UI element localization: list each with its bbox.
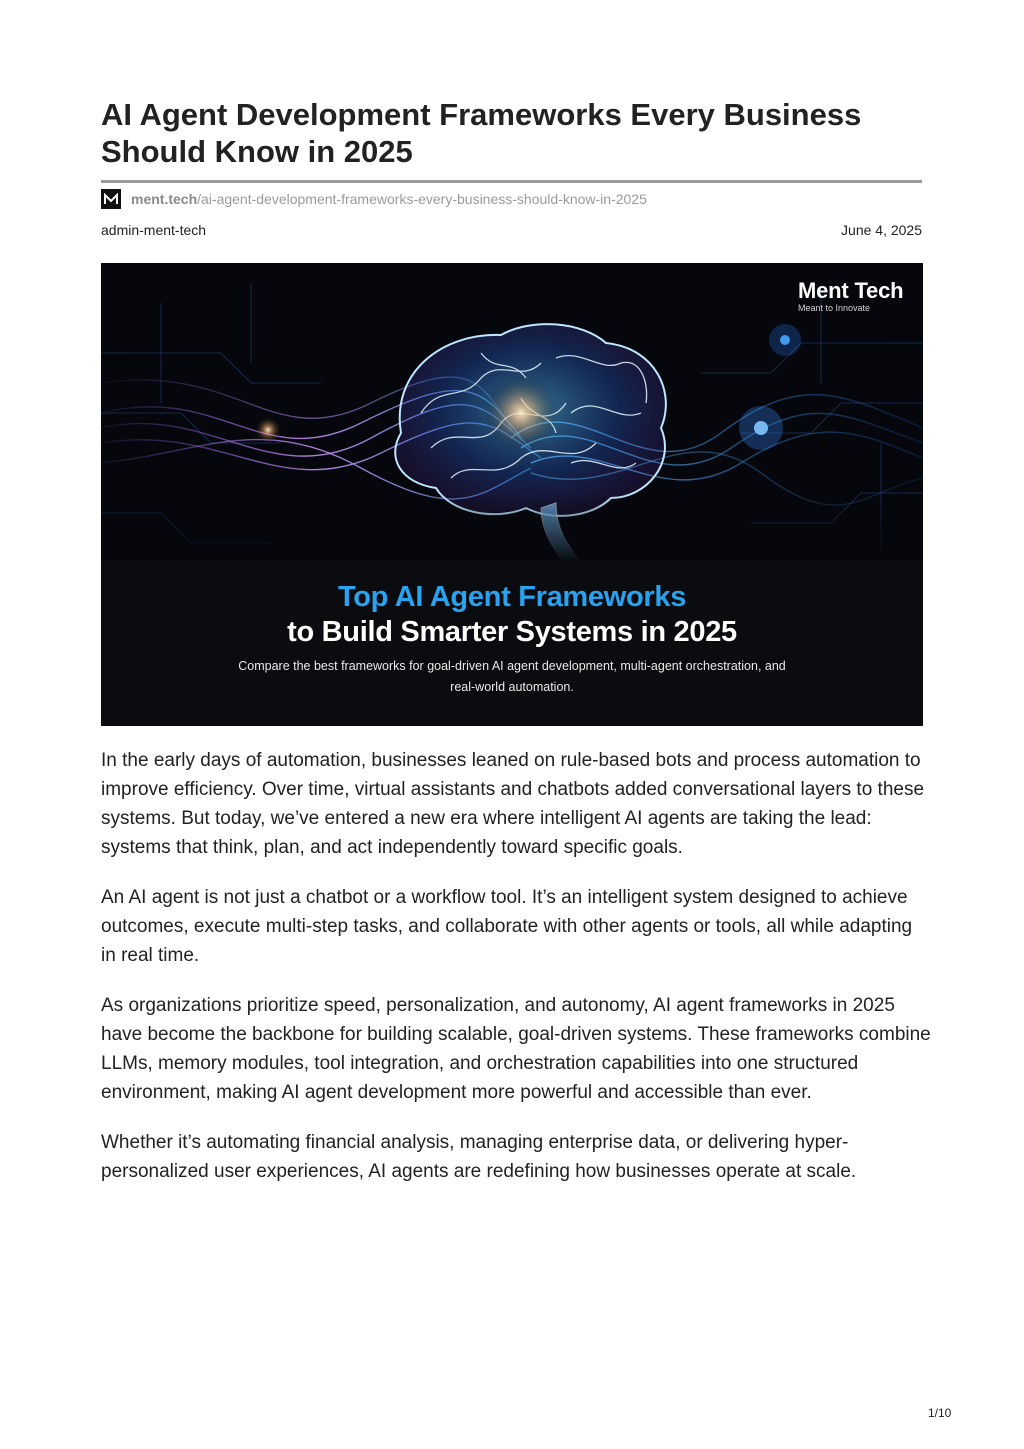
article-title: AI Agent Development Frameworks Every Business Should Know in 2025 bbox=[101, 97, 862, 169]
source-url[interactable] bbox=[101, 188, 647, 210]
hero-caption bbox=[101, 560, 923, 726]
article-meta bbox=[101, 222, 922, 238]
hero-headline-line1: Top AI Agent Frameworks bbox=[337, 581, 687, 613]
paragraph: As organizations prioritize speed, personalization, and autonomy, AI agent frameworks in 2025 have become the backbone for building scalable, goal-driven systems. These frameworks combine LLMs, memory modules, tool integration, and orchestration capabilities into one structured environment, making AI agent development more powerful and accessible than ever. bbox=[101, 995, 931, 1103]
publish-date: June 4, 2025 bbox=[841, 222, 922, 238]
ment-tech-logo-icon bbox=[101, 189, 121, 209]
source-path[interactable]: /ai-agent-development-frameworks-every-business-should-know-in-2025 bbox=[197, 191, 647, 207]
source-domain[interactable]: ment.tech bbox=[131, 191, 198, 207]
hero-image bbox=[101, 263, 923, 726]
brand-logo bbox=[798, 279, 903, 313]
author: admin-ment-tech bbox=[101, 222, 207, 238]
title-divider bbox=[101, 180, 922, 183]
paragraph: Whether it’s automating financial analysis, managing enterprise data, or delivering hyper-personalized user experiences, AI agents are redefining how businesses operate at scale. bbox=[101, 1132, 857, 1182]
article-body bbox=[101, 746, 931, 1207]
brand-tagline: Meant to Innovate bbox=[798, 303, 871, 313]
hero-headline-line2: to Build Smarter Systems in 2025 bbox=[287, 616, 737, 648]
page-indicator: 1/10 bbox=[928, 1406, 952, 1420]
hero-subheadline: Compare the best frameworks for goal-driven AI agent development, multi-agent orchestration, and real-world automation. bbox=[238, 659, 786, 694]
paragraph: In the early days of automation, businesses leaned on rule-based bots and process automation to improve efficiency. Over time, virtual assistants and chatbots added conversational layers to these systems. But today, we’ve entered a new era where intelligent AI agents are taking the lead: systems that think, plan, and act independently toward specific goals. bbox=[101, 750, 925, 858]
brand-name: Ment Tech bbox=[798, 278, 904, 303]
paragraph: An AI agent is not just a chatbot or a workflow tool. It’s an intelligent system designed to achieve outcomes, execute multi-step tasks, and collaborate with other agents or tools, all while adapting in real time. bbox=[101, 887, 913, 966]
